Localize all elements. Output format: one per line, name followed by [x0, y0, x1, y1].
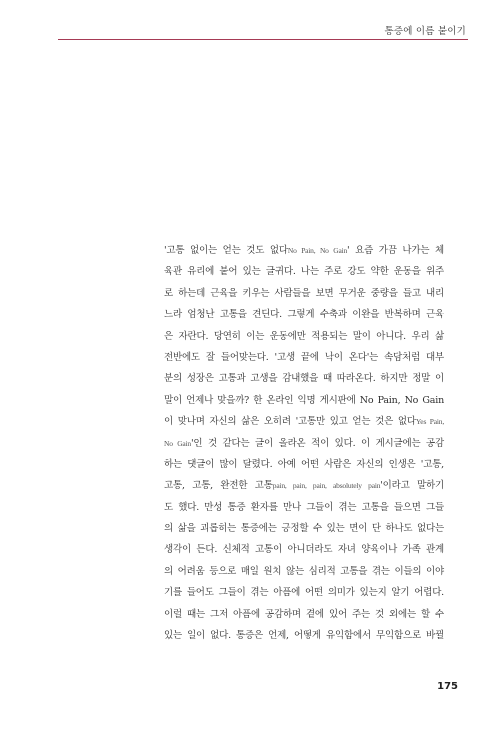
text-line: 의 삶을 괴롭히는 통증에는 긍정할 수 있는 면이 단 하나도 없다는 [164, 523, 444, 535]
text-line: '고통 없이는 얻는 것도 없다No Pain, No Gain' 요즘 가끔 나가는 체 [164, 245, 444, 256]
text-line: 기를 들어도 그들이 겪는 아픔에 어떤 의미가 있는지 알기 어렵다. [164, 587, 444, 599]
body-text [164, 240, 444, 646]
text-line: 이 맞나며 자신의 삶은 오히려 '고통만 있고 얻는 것은 없다Yes Pain, [164, 416, 444, 428]
text-line: 하는 댓글이 많이 달렸다. 아예 어떤 사람은 자신의 인생은 '고통, [164, 458, 444, 470]
english-gloss: Yes Pain, [415, 417, 444, 427]
text-line: 육관 유리에 붙어 있는 글귀다. 나는 주로 강도 약한 운동을 위주 [164, 266, 444, 278]
text-line: 생각이 든다. 신체적 고통이 아니더라도 자녀 양육이나 가족 관계 [164, 544, 444, 556]
text-line: No Gain'인 것 같다는 글이 올라온 적이 있다. 이 게시글에는 공감 [164, 437, 444, 449]
english-gloss: No Gain [164, 438, 191, 448]
text-line: 은 자란다. 당연히 이는 운동에만 적용되는 말이 아니다. 우리 삶 [164, 330, 444, 342]
text-line: 로 하는데 근육을 키우는 사람들을 보면 무거운 중량을 들고 내리 [164, 287, 444, 299]
text-line: 이럴 때는 그저 아픔에 공감하며 곁에 있어 주는 것 외에는 할 수 [164, 608, 444, 620]
text-line: 있는 일이 없다. 통증은 언제, 어떻게 유익함에서 무익함으로 바뀔 [164, 630, 444, 642]
text-line: 전반에도 잘 들어맞는다. '고생 끝에 낙이 온다'는 속담처럼 대부 [164, 351, 444, 363]
running-header: 통증에 이름 붙이기 [384, 26, 466, 37]
header-rule [58, 39, 468, 40]
text-line: 고통, 고통, 완전한 고통pain, pain, pain, absolutely pain'이라고 말하기 [164, 480, 444, 492]
page-number: 175 [437, 681, 458, 692]
text-line: 분의 성장은 고통과 고생을 감내했을 때 따라온다. 하지만 정말 이 [164, 373, 444, 385]
text-line: 말이 언제나 맞을까? 한 온라인 익명 게시판에 No Pain, No Gain [164, 394, 444, 406]
text-line: 도 했다. 만성 통증 환자를 만나 그들이 겪는 고통을 들으면 그들 [164, 501, 444, 513]
english-gloss: pain, pain, pain, absolutely pain [272, 481, 381, 491]
text-line: 느라 엄청난 고통을 견딘다. 그렇게 수축과 이완을 반복하며 근육 [164, 309, 444, 321]
english-gloss: No Pain, No Gain [287, 246, 348, 255]
text-line: 의 어려움 등으로 매일 원치 않는 심리적 고통을 겪는 이들의 이야 [164, 565, 444, 577]
